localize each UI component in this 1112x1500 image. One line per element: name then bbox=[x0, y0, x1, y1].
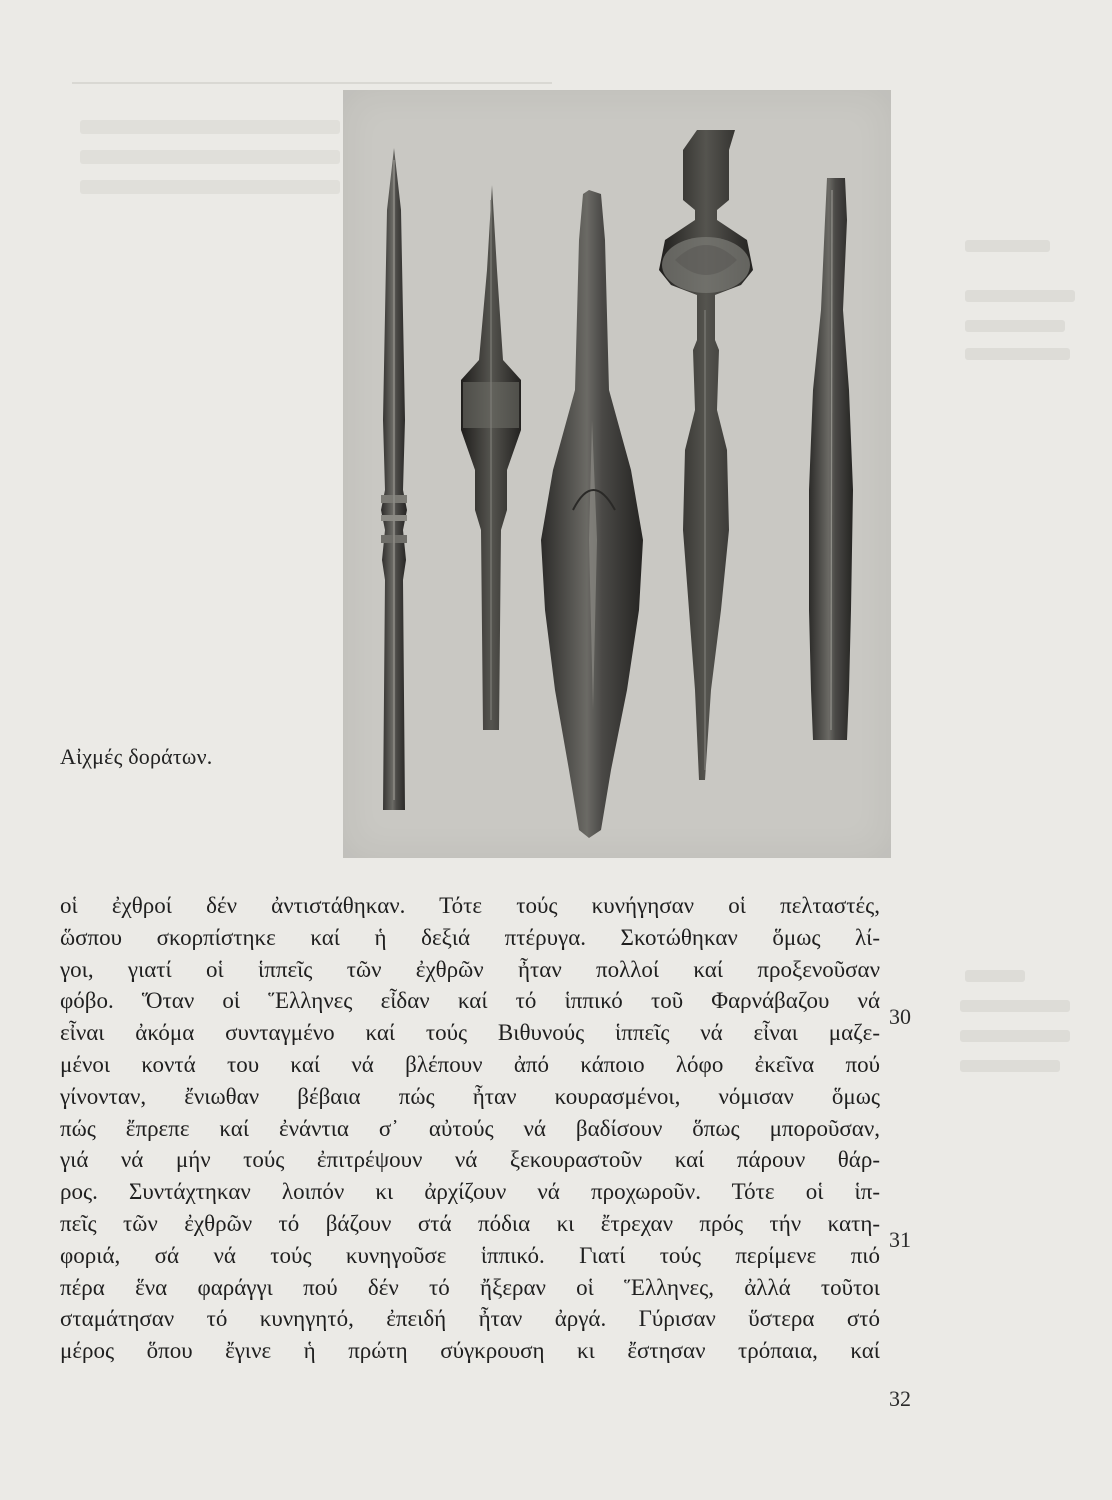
ghost-margin-note bbox=[965, 970, 1025, 982]
text-line: γίνονταν, ἔνιωθαν βέβαια πώς ἦταν κουρασμένοι, νόμισαν ὅμως bbox=[60, 1083, 880, 1109]
text-line: γοι, γιατί οἱ ἱππεῖς τῶν ἐχθρῶν ἦταν πολλοί καί προξενοῦσαν bbox=[60, 956, 880, 982]
ghost-line bbox=[80, 180, 340, 194]
text-line: οἱ ἐχθροί δέν ἀντιστάθηκαν. Τότε τούς κυνήγησαν οἱ πελταστές, bbox=[60, 893, 880, 918]
text-line: μένοι κοντά του καί νά βλέπουν ἀπό κάποιο λόφο ἐκεῖνα πού bbox=[60, 1051, 880, 1077]
ghost-margin-note bbox=[965, 290, 1075, 302]
margin-section-number: 30 bbox=[889, 1004, 911, 1029]
ghost-line bbox=[80, 150, 340, 164]
margin-section-number: 31 bbox=[889, 1227, 911, 1252]
ghost-margin-note bbox=[960, 1030, 1070, 1042]
text-line: ρος. Συντάχτηκαν λοιπόν κι ἀρχίζουν νά προχωροῦν. Τότε οἱ ἱπ- bbox=[60, 1179, 880, 1205]
ghost-margin-note bbox=[960, 1060, 1060, 1072]
ghost-margin-note bbox=[965, 320, 1065, 332]
ghost-line bbox=[80, 120, 340, 134]
text-line: ὥσπου σκορπίστηκε καί ἡ δεξιά πτέρυγα. Σκοτώθηκαν ὅμως λί- bbox=[60, 924, 880, 950]
text-line: πώς ἔπρεπε καί ἐνάντια σ᾿ αὐτούς νά βαδίσουν ὅπως μποροῦσαν, bbox=[60, 1115, 880, 1141]
text-line: πέρα ἕνα φαράγγι πού δέν τό ἤξεραν οἱ Ἕλληνες, ἀλλά τοῦτοι bbox=[60, 1274, 880, 1300]
spearhead-1 bbox=[381, 148, 407, 810]
ghost-margin-note bbox=[965, 240, 1050, 252]
text-line: γιά νά μήν τούς ἐπιτρέψουν νά ξεκουραστοῦν καί πάρουν θάρ- bbox=[60, 1147, 880, 1173]
spearheads-illustration bbox=[343, 90, 891, 858]
spearhead-4 bbox=[659, 130, 753, 780]
spearhead-5 bbox=[809, 178, 853, 740]
text-line: σταμάτησαν τό κυνηγητό, ἐπειδή ἦταν ἀργά. Γύρισαν ὕστερα στό bbox=[60, 1306, 880, 1332]
text-line: μέρος ὅπου ἔγινε ἡ πρώτη σύγκρουση κι ἔστησαν τρόπαια, καί bbox=[60, 1338, 880, 1364]
text-line: πεῖς τῶν ἐχθρῶν τό βάζουν στά πόδια κι ἔτρεχαν πρός τήν κατη- bbox=[60, 1210, 880, 1236]
spearhead-2 bbox=[461, 185, 521, 730]
spearheads-photo bbox=[343, 90, 891, 858]
body-paragraph bbox=[60, 890, 880, 1367]
ghost-margin-note bbox=[960, 1000, 1070, 1012]
margin-section-number: 32 bbox=[889, 1386, 911, 1411]
spearhead-3 bbox=[541, 190, 643, 838]
text-line: φόβο. Ὅταν οἱ Ἕλληνες εἶδαν καί τό ἱππικό τοῦ Φαρνάβαζου νά bbox=[60, 988, 880, 1014]
ghost-margin-note bbox=[965, 348, 1070, 360]
figure-caption: Αἰχμές δοράτων. bbox=[60, 744, 213, 769]
text-line: εἶναι ἀκόμα συνταγμένο καί τούς Βιθυνούς ἱππεῖς νά εἶναι μαζε- bbox=[60, 1020, 880, 1046]
ghost-header-rule bbox=[72, 56, 552, 84]
text-line: φοριά, σά νά τούς κυνηγοῦσε ἱππικό. Γιατί τούς περίμενε πιό bbox=[60, 1242, 880, 1268]
